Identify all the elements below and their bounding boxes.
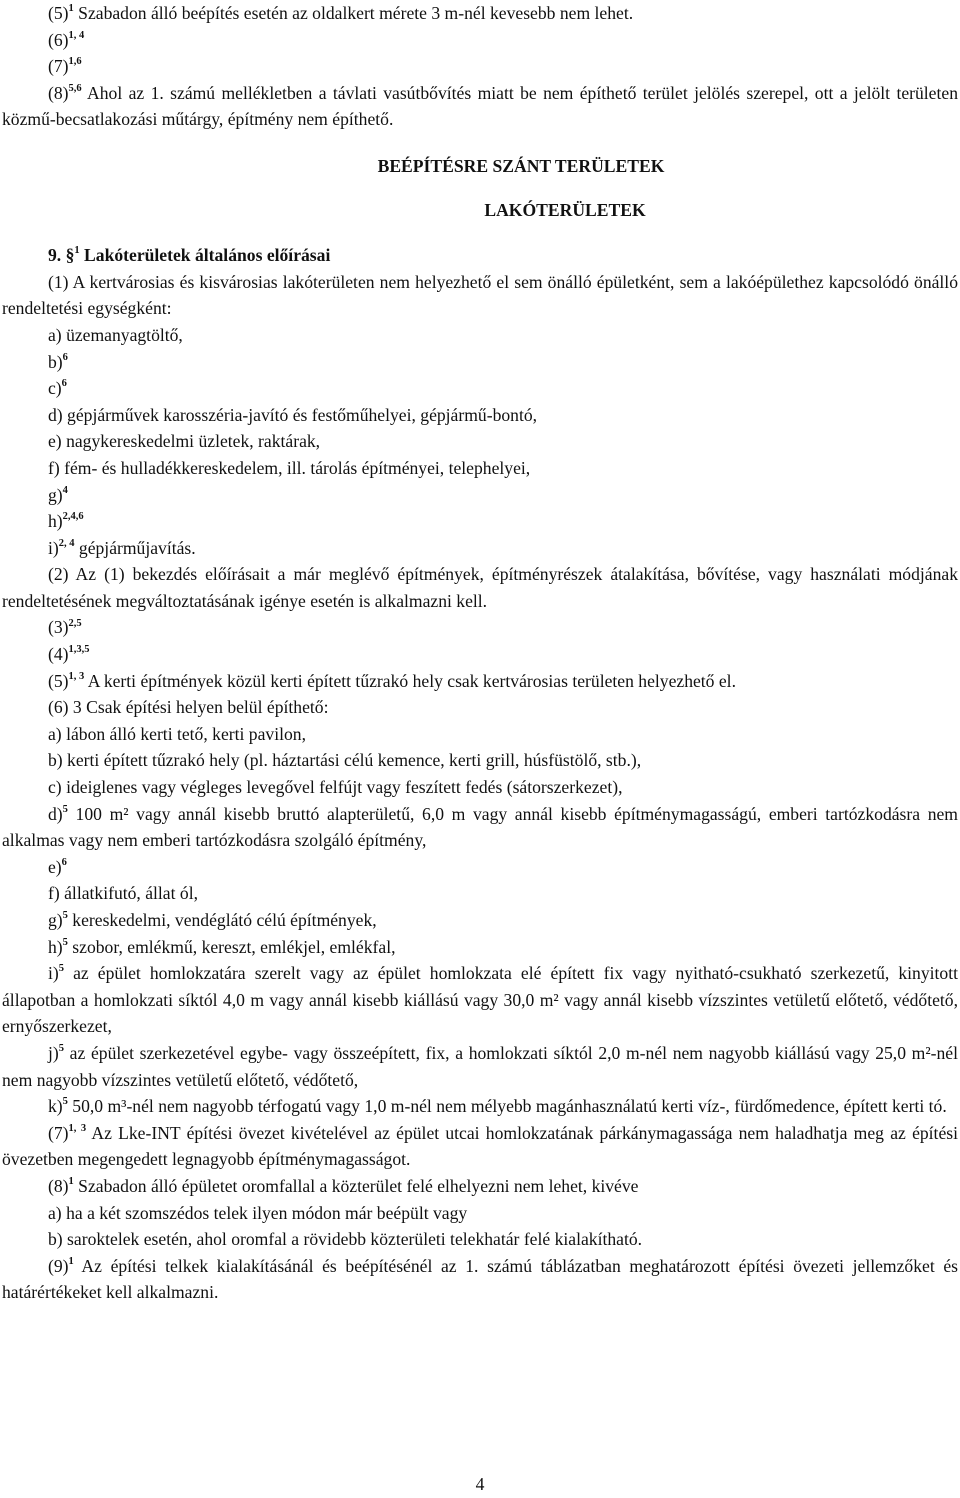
paragraph-number: i): [48, 963, 59, 984]
paragraph-text: az épület szerkezetével egybe- vagy összeépített, fix, a homlokzati síktól 2,0 m-nél nem nagyobb kiállású vagy 25,0 m²-nél nem nagyobb vízszintes vetületű előtető, védőtető,: [2, 1042, 958, 1090]
footnote-ref: 5: [62, 936, 68, 948]
paragraph-number: k): [48, 1096, 63, 1117]
paragraph-text: Szabadon álló beépítés esetén az oldalkert mérete 3 m-nél kevesebb nem lehet.: [73, 3, 634, 23]
paragraph-text: fém- és hulladékkereskedelem, ill. tárolás építményei, telephelyei,: [59, 457, 531, 478]
footnote-ref: 1, 3: [68, 1122, 87, 1134]
paragraph-text: Szabadon álló épületet oromfallal a közterület felé elhelyezni nem lehet, kivéve: [73, 1175, 639, 1196]
paragraph-number: (8): [48, 82, 69, 103]
paragraph: [2, 614, 958, 641]
paragraph: [2, 774, 958, 801]
footnote-ref: 1,3,5: [68, 644, 90, 656]
paragraph: [2, 482, 958, 509]
paragraph: [2, 269, 958, 322]
paragraph-text: Az építési telkek kialakításánál és beépítésénél az 1. számú táblázatban meghatározott építési övezeti jellemzőket és határértékeket kell alkalmazni.: [2, 1255, 958, 1303]
footnote-ref: 2,4,6: [62, 511, 84, 523]
paragraph: [2, 641, 958, 668]
paragraph: [2, 747, 958, 774]
paragraph-text: kerti épített tűzrakó hely (pl. háztartási célú kemence, kerti grill, húsfüstölő, stb.),: [62, 750, 642, 771]
footnote-ref: 4: [62, 484, 68, 496]
paragraph: [2, 1200, 958, 1227]
paragraph: [2, 1120, 958, 1173]
page-number: 4: [475, 1474, 485, 1494]
paragraph-text: Az Lke-INT építési övezet kivételével az épület utcai homlokzatának párkánymagassága nem haladhatja meg az építési övezetben megengedett legnagyobb építménymagasságot.: [2, 1122, 958, 1170]
paragraph-number: (3): [48, 617, 69, 638]
section-title: Lakóterületek általános előírásai: [79, 245, 331, 266]
paragraph-number: d): [48, 404, 63, 425]
footnote-ref: 1: [68, 1176, 74, 1188]
paragraph-text: 3 Csak építési helyen belül építhető:: [68, 697, 329, 718]
paragraph-text: saroktelek esetén, ahol oromfal a rövidebb közterületi telekhatár felé kialakítható.: [62, 1229, 643, 1250]
paragraph: [2, 960, 958, 1040]
paragraph-number: c): [48, 777, 62, 798]
paragraph-number: h): [48, 936, 63, 957]
paragraph: [2, 1093, 958, 1120]
paragraph: [2, 0, 958, 27]
footnote-ref: 5: [62, 910, 68, 922]
footnote-ref: 5: [58, 963, 64, 975]
paragraph: [2, 322, 958, 349]
paragraph-number: g): [48, 484, 63, 505]
paragraph: [2, 349, 958, 376]
paragraph-text: gépjárművek karosszéria-javító és festőműhelyei, gépjármű-bontó,: [62, 404, 538, 425]
paragraph-text: (1) A kertvárosias és kisvárosias lakóterületen nem helyezhető el sem önálló épületként, sem a lakóépülethez kapcsolódó önálló rendeltetési egységként:: [2, 271, 958, 319]
paragraph-number: (4): [48, 644, 69, 665]
paragraph: [2, 880, 958, 907]
paragraph-number: (7): [48, 56, 69, 77]
section-prefix: 9. §: [48, 245, 75, 266]
heading-lakoteruletek: LAKÓTERÜLETEK: [484, 199, 646, 220]
paragraph: [2, 1040, 958, 1093]
top-paragraphs: [2, 0, 958, 133]
paragraph-number: j): [48, 1042, 59, 1063]
paragraph: [2, 375, 958, 402]
paragraph-text: nagykereskedelmi üzletek, raktárak,: [61, 431, 321, 452]
paragraph-text: 50,0 m³-nél nem nagyobb térfogatú vagy 1,0 m-nél nem mélyebb magánhasználatú kerti víz-, fürdőmedence, épített kerti tó.: [67, 1096, 947, 1117]
section-heading: [48, 242, 958, 269]
paragraph: [2, 27, 958, 54]
paragraph-number: b): [48, 750, 63, 771]
paragraph-text: (2) Az (1) bekezdés előírásait a már meglévő építmények, építményrészek átalakítása, bővítése, vagy használati módjának rendeltetésének megváltoztatásának igénye esetén is alkalmazni kell.: [2, 564, 958, 611]
heading-beepitesre-szant: BEÉPÍTÉSRE SZÁNT TERÜLETEK: [377, 155, 665, 176]
paragraph-number: f): [48, 883, 60, 904]
paragraph-text: állatkifutó, állat ól,: [59, 883, 198, 904]
paragraph-text: A kerti építmények közül kerti épített tűzrakó hely csak kertvárosias területen helyezhető el.: [84, 670, 736, 691]
paragraph-number: (6): [48, 29, 69, 50]
paragraph-number: e): [48, 856, 62, 877]
footnote-ref: 5,6: [68, 82, 82, 94]
footnote-ref: 1: [68, 3, 74, 15]
paragraph-number: a): [48, 1202, 62, 1223]
footnote-ref: 1, 3: [68, 670, 85, 682]
paragraph: [2, 535, 958, 562]
paragraph: [2, 1226, 958, 1253]
paragraph-text: az épület homlokzatára szerelt vagy az épület homlokzata elé épített fix vagy nyitható-csukható szerkezetű, kinyitott állapotban a homlokzati síktól 4,0 m vagy annál kisebb kiállású vagy 30,0 m² vagy annál kisebb vízszintes vetületű előtető, védőtető, ernyőszerkezet,: [2, 963, 958, 1037]
footnote-ref: 6: [61, 378, 67, 390]
paragraph-number: b): [48, 351, 63, 372]
footnote-ref: 6: [62, 351, 68, 363]
paragraph: [2, 1253, 958, 1306]
footnote-ref: 5: [58, 1043, 64, 1055]
paragraph: [2, 907, 958, 934]
paragraph-number: (6): [48, 697, 69, 718]
paragraph-number: d): [48, 803, 63, 824]
paragraph: [2, 561, 958, 614]
paragraph-text: gépjárműjavítás.: [74, 537, 196, 558]
paragraph-text: ideiglenes vagy végleges levegővel felfújt vagy feszített fedés (sátorszerkezet),: [61, 777, 623, 798]
paragraph: [2, 455, 958, 482]
paragraph-number: (5): [48, 670, 69, 691]
paragraph: [2, 1173, 958, 1200]
paragraph-number: a): [48, 324, 62, 345]
paragraph: [2, 668, 958, 695]
paragraph-number: g): [48, 910, 63, 930]
paragraph-number: (9): [48, 1255, 69, 1276]
paragraph: [2, 721, 958, 748]
paragraph-number: e): [48, 431, 62, 452]
paragraph: [2, 402, 958, 429]
paragraph-number: (7): [48, 1122, 69, 1143]
paragraph-text: ha a két szomszédos telek ilyen módon már beépült vagy: [61, 1202, 468, 1223]
paragraph: [2, 80, 958, 133]
paragraph-number: i): [48, 537, 59, 558]
paragraph: [2, 854, 958, 881]
paragraph-text: 100 m² vagy annál kisebb bruttó alapterületű, 6,0 m vagy annál kisebb építménymagasságú, emberi tartózkodásra nem alkalmas vagy nem emberi tartózkodásra szolgáló építmény,: [2, 803, 958, 851]
paragraph-number: (8): [48, 1175, 69, 1196]
footnote-ref: 1,6: [68, 56, 82, 68]
paragraph: [2, 53, 958, 80]
section-footnote: 1: [74, 245, 80, 257]
paragraph-text: üzemanyagtöltő,: [61, 324, 183, 345]
footnote-ref: 1, 4: [68, 29, 85, 41]
paragraph-text: szobor, emlékmű, kereszt, emlékjel, emlékfal,: [67, 936, 396, 957]
paragraph: [2, 934, 958, 961]
paragraph-number: a): [48, 723, 62, 744]
body-paragraphs: [2, 269, 958, 1306]
paragraph: [2, 801, 958, 854]
paragraph-number: b): [48, 1229, 63, 1250]
footnote-ref: 1: [68, 1255, 74, 1267]
paragraph-number: h): [48, 511, 63, 532]
footnote-ref: 2, 4: [58, 537, 75, 549]
footnote-ref: 5: [62, 803, 68, 815]
paragraph-text: kereskedelmi, vendéglátó célú építmények,: [67, 910, 377, 930]
paragraph-text: lábon álló kerti tető, kerti pavilon,: [61, 723, 306, 744]
paragraph: [2, 508, 958, 535]
footnote-ref: 6: [61, 856, 67, 868]
footnote-ref: 2,5: [68, 617, 82, 629]
footnote-ref: 5: [62, 1096, 68, 1108]
paragraph-number: c): [48, 378, 62, 399]
paragraph: [2, 694, 958, 721]
paragraph-text: Ahol az 1. számú mellékletben a távlati vasútbővítés miatt be nem építhető terület jelölés szerepel, ott a jelölt területen közmű-becsatlakozási műtárgy, építmény nem építhető.: [2, 82, 958, 130]
paragraph-number: (5): [48, 3, 69, 23]
paragraph: [2, 428, 958, 455]
paragraph-number: f): [48, 457, 60, 478]
